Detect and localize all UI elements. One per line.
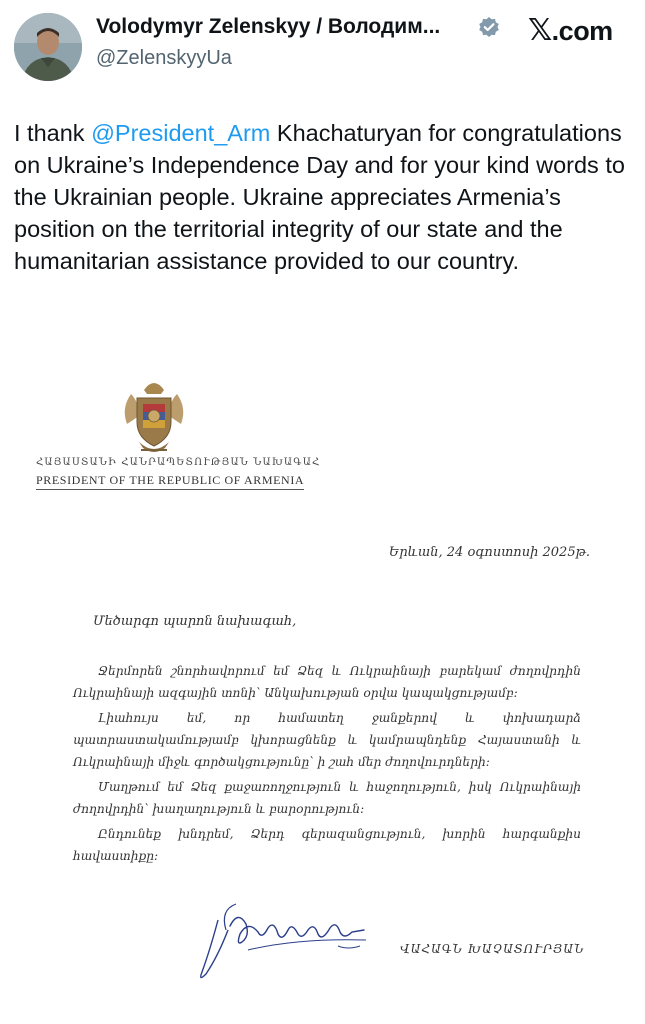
letter-salutation: Մեծարգո պարոն նախագահ, xyxy=(93,614,297,629)
handwritten-signature-icon xyxy=(188,890,378,985)
verified-badge-icon xyxy=(478,16,500,38)
x-logo-icon: 𝕏 xyxy=(528,14,552,47)
letter-paragraph: Ընդունեք խնդրեմ, Ձերդ գերազանցություն, խորին հարգանքիս հավաստիքը: xyxy=(73,827,581,863)
office-title-armenian: ՀԱՅԱՍՏԱՆԻ ՀԱՆՐԱՊԵՏՈՒԹՅԱՆ ՆԱԽԱԳԱՀ xyxy=(36,457,321,468)
brand-domain: .com xyxy=(551,16,613,46)
armenia-coat-of-arms-icon xyxy=(117,378,191,458)
tweet-text-rest: Khachaturyan for congratulations on Ukraine’s Independence Day and for your kind words to the Ukrainian people. Ukraine appreciates Armenia’s position on the territorial integrity of our state and the humanitarian assistance provided to our country. xyxy=(14,120,625,274)
brand-logo xyxy=(528,13,613,48)
tweet-text xyxy=(14,117,634,277)
avatar-photo-icon xyxy=(14,13,82,81)
letter-body xyxy=(73,660,581,870)
mention-link[interactable]: @President_Arm xyxy=(91,120,271,146)
signatory-name: ՎԱՀԱԳՆ ԽԱՉԱՏՈՒՐՅԱՆ xyxy=(400,942,585,956)
letter-place-date: Երևան, 24 օգոստոսի 2025թ. xyxy=(388,545,590,560)
office-title-english: PRESIDENT OF THE REPUBLIC OF ARMENIA xyxy=(36,473,304,490)
letter-paragraph: Մաղթում եմ Ձեզ քաջառողջություն և հաջողություն, իսկ Ուկրաինայի ժողովրդին՝ խաղաղություն և բարօրություն: xyxy=(73,780,581,816)
letter-paragraph: Լիահույս եմ, որ համատեղ ջանքերով և փոխադարձ պատրաստակամությամբ կխորացնենք և կամրապնդենք Հայաստանի և Ուկրաինայի միջև գործակցությունը՝ ի շահ մեր ժողովուրդների: xyxy=(73,711,581,769)
display-name[interactable]: Volodymyr Zelenskyy / Володим... xyxy=(96,15,441,38)
user-handle[interactable]: @ZelenskyyUa xyxy=(96,47,232,69)
avatar[interactable] xyxy=(14,13,82,81)
letter-paragraph: Ջերմորեն շնորհավորում եմ Ձեզ և Ուկրաինայի բարեկամ ժողովրդին Ուկրաինայի ազգային տոնի՝ Անկախության օրվա կապակցությամբ: xyxy=(73,664,581,700)
tweet-text-start: I thank xyxy=(14,120,92,146)
tweet-header xyxy=(0,0,645,80)
letter-image xyxy=(0,360,645,1024)
